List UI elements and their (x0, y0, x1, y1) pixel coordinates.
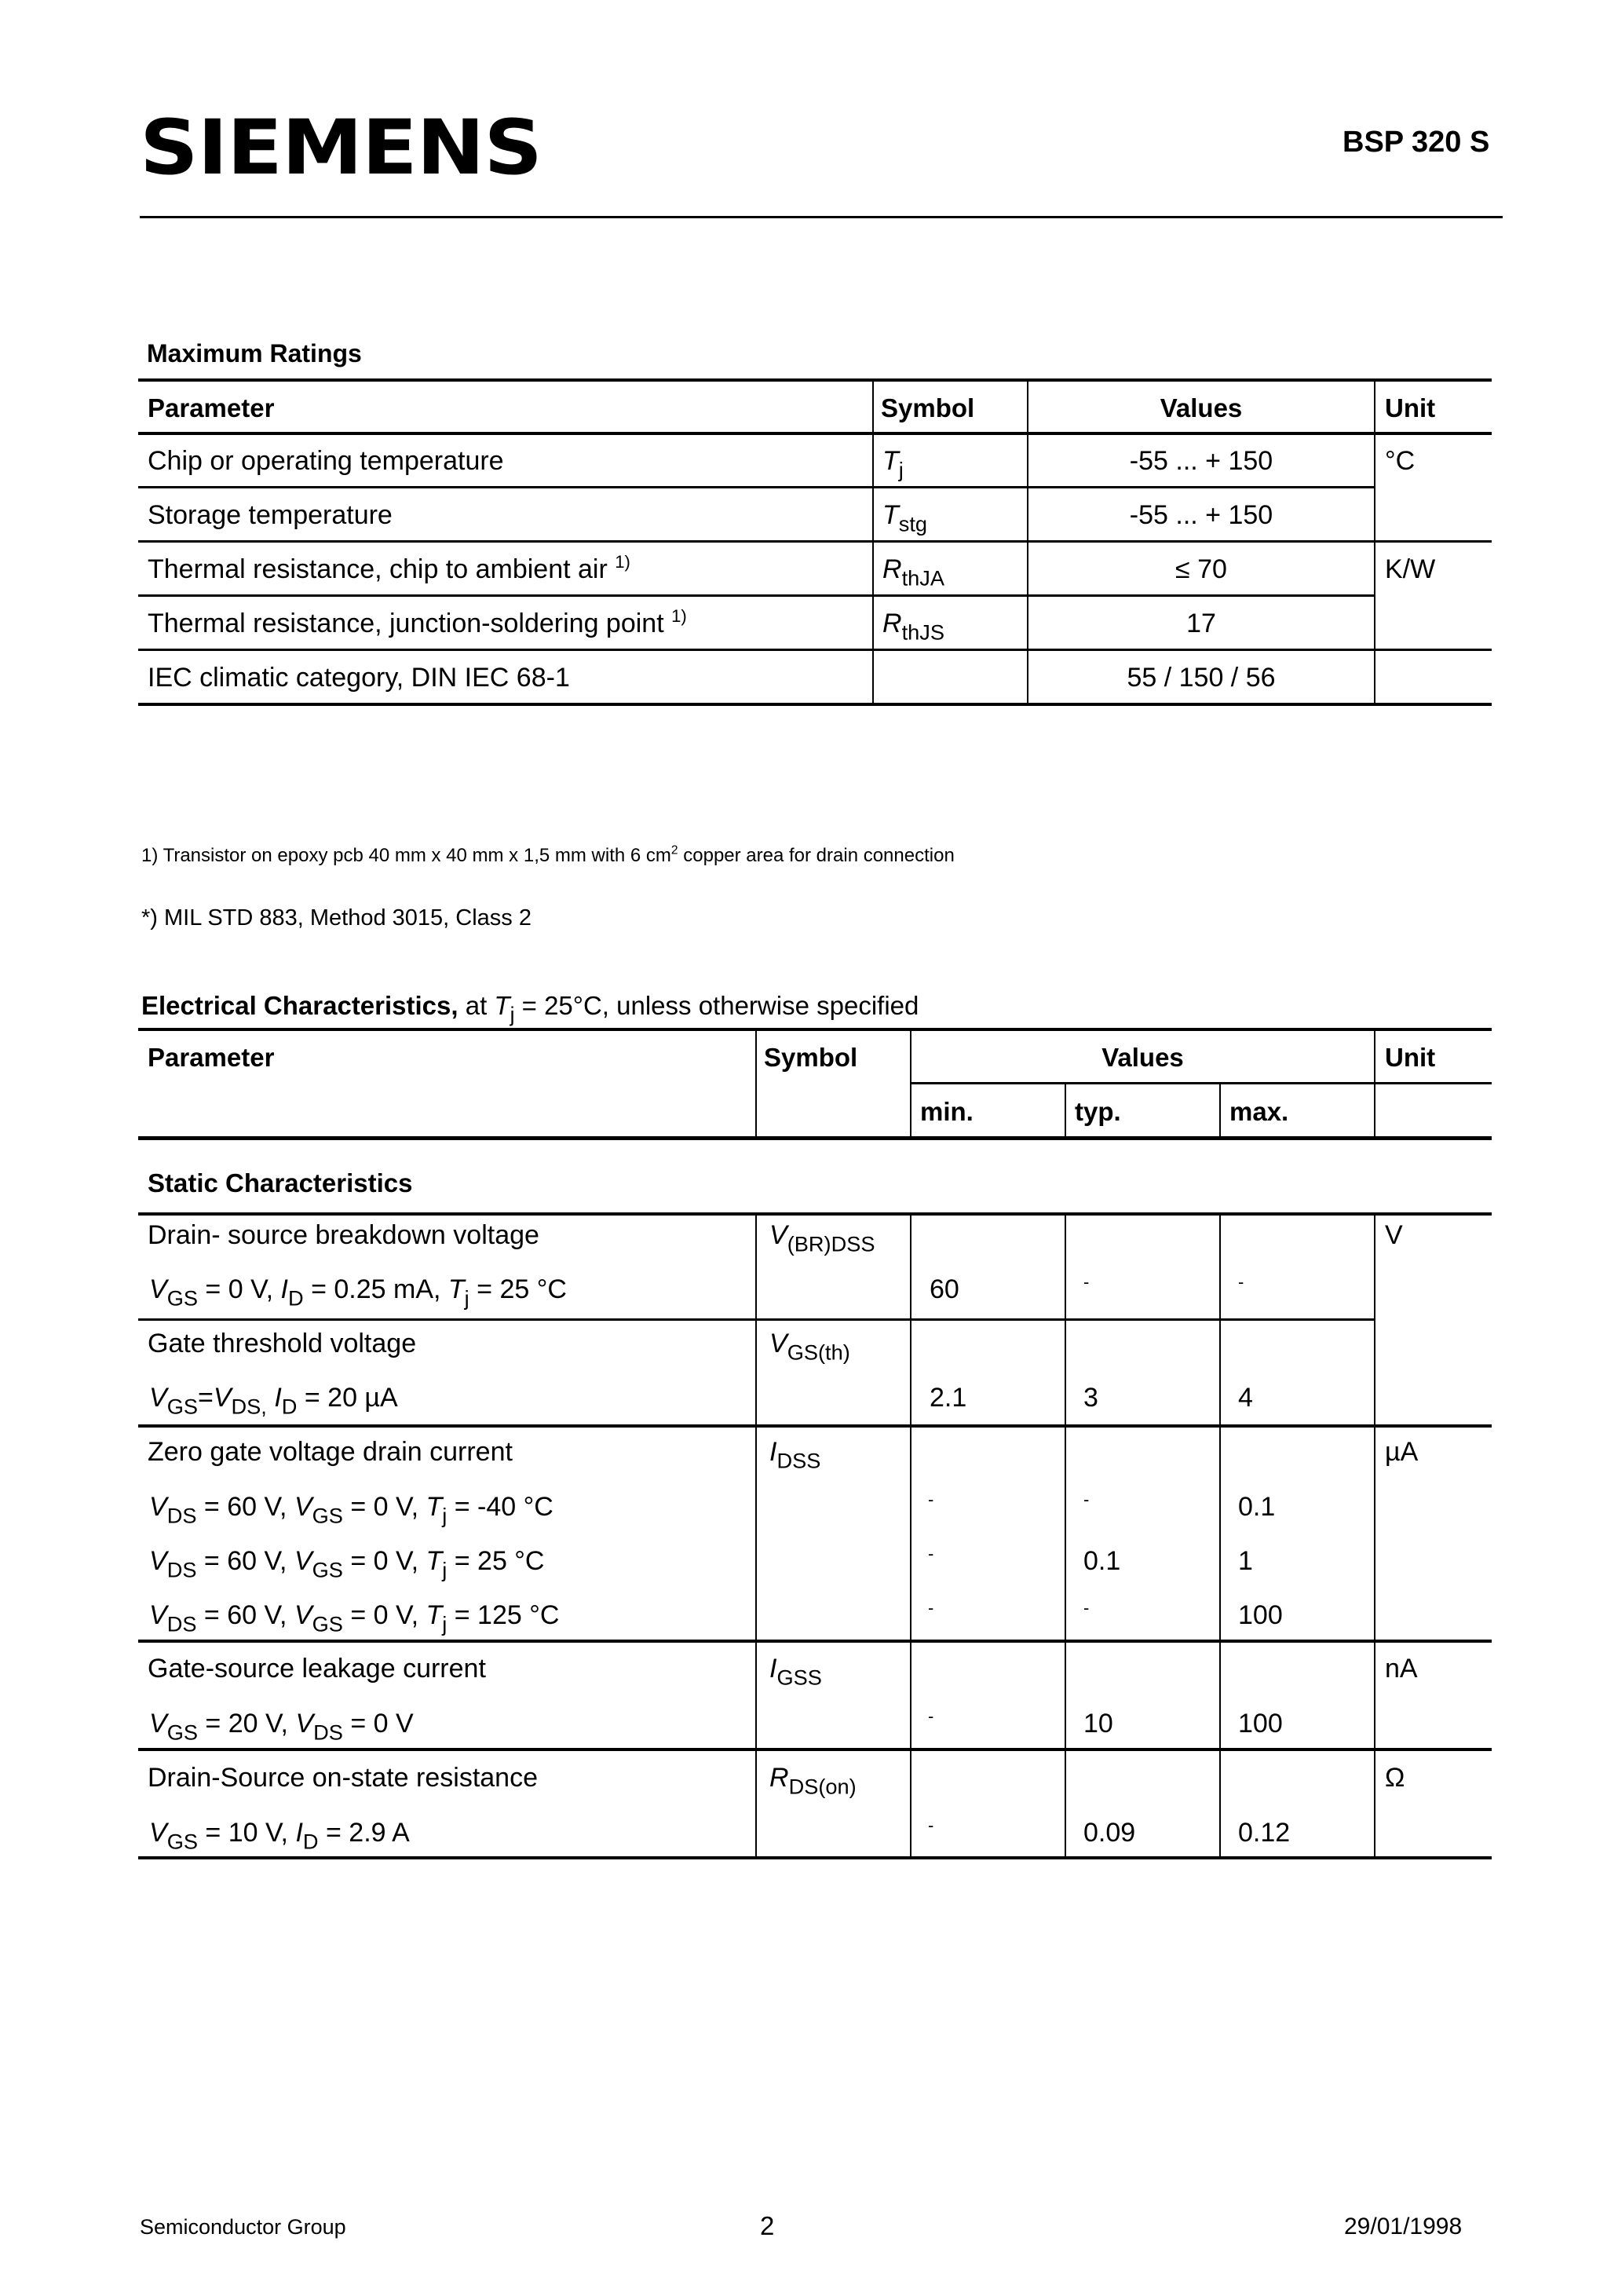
table-row-parameter: Chip or operating temperature (148, 446, 504, 476)
electrical-title: Electrical Characteristics, at $T_j = 25^\circ C$, unless otherwise specified (141, 991, 919, 1027)
value-max: - (1238, 1272, 1244, 1292)
col-divider (1065, 1084, 1066, 1138)
condition: $V_{GS} = 0$ V, $I_D = 0.25$ mA, $T_j = 25$ °C (149, 1274, 567, 1311)
param-on-state-resistance: Drain-Source on-state resistance (148, 1763, 539, 1793)
unit-v: V (1385, 1220, 1403, 1250)
value-min: - (928, 1490, 934, 1509)
col-divider (755, 1214, 757, 1858)
table-rule (138, 432, 1492, 435)
col-divider (1374, 1214, 1375, 1858)
value-max: 0.12 (1238, 1818, 1291, 1848)
symbol-igss: $I_{GSS}$ (769, 1654, 822, 1690)
table-row-value: 17 (1186, 609, 1216, 638)
col-divider (1065, 1214, 1066, 1858)
header-rule (140, 216, 1503, 218)
table-row-value: -55 ... + 150 (1129, 446, 1273, 476)
col-divider (1027, 380, 1028, 704)
col-header-parameter: Parameter (148, 393, 275, 422)
col-header-symbol: Symbol (764, 1043, 858, 1072)
table-row-unit: K/W (1385, 554, 1436, 584)
col-header-unit: Unit (1385, 1043, 1436, 1072)
condition: $V_{DS} = 60$ V, $V_{GS} = 0$ V, $T_j = 125$ °C (149, 1600, 560, 1636)
value-typ: - (1083, 1490, 1090, 1509)
table-rule (138, 1640, 1492, 1643)
table-rule (138, 486, 1375, 488)
value-max: 1 (1238, 1546, 1253, 1576)
unit-microamp: µA (1385, 1437, 1419, 1467)
symbol-rdson: $R_{DS(on)}$ (769, 1763, 857, 1799)
value-typ: - (1083, 1272, 1090, 1292)
table-row-parameter: IEC climatic category, DIN IEC 68-1 (148, 663, 570, 693)
table-row-symbol: $T_j$ (882, 446, 904, 482)
col-divider (910, 1214, 911, 1858)
table-rule (138, 1212, 1492, 1216)
col-divider (1374, 1029, 1375, 1138)
value-typ: 10 (1083, 1709, 1113, 1738)
table-rule (138, 1856, 1492, 1859)
col-divider (1219, 1084, 1221, 1138)
footer-date: 29/01/1998 (1344, 2214, 1463, 2239)
col-header-values: Values (1160, 393, 1243, 422)
symbol-vgsth: $V_{GS(th)}$ (769, 1329, 850, 1365)
value-min: 2.1 (930, 1383, 967, 1413)
col-divider (1374, 380, 1375, 704)
unit-nanoamp: nA (1385, 1654, 1418, 1684)
condition: $V_{GS} = 20$ V, $V_{DS} = 0$ V (149, 1709, 414, 1745)
table-rule (138, 378, 1492, 382)
table-rule (138, 703, 1492, 706)
value-max: 4 (1238, 1383, 1253, 1413)
col-header-unit: Unit (1385, 393, 1436, 422)
footnote-ref: 1) (615, 551, 630, 572)
footnote-ref: 1) (671, 605, 687, 626)
max-ratings-title: Maximum Ratings (147, 339, 362, 367)
table-rule (138, 540, 1492, 543)
col-header-symbol: Symbol (881, 393, 975, 422)
table-rule (138, 1424, 1492, 1428)
table-row-value: 55 / 150 / 56 (1127, 663, 1276, 693)
table-rule (138, 1136, 1492, 1140)
footnote-1: 1) Transistor on epoxy pcb 40 mm x 40 mm x 1,5 mm with 6 $cm^2$ copper area for drain connection (141, 843, 955, 866)
table-rule (138, 1028, 1492, 1031)
symbol-idss: $I_{DSS}$ (769, 1437, 821, 1473)
col-header-max: max. (1229, 1097, 1289, 1126)
condition: $V_{DS} = 60$ V, $V_{GS} = 0$ V, $T_j = -40$ °C (149, 1492, 553, 1528)
table-row-symbol: $R_{thJS}$ (882, 609, 944, 645)
value-min: - (928, 1815, 934, 1835)
value-min: 60 (930, 1274, 959, 1304)
table-rule (138, 1318, 1375, 1321)
param-gate-source-leakage: Gate-source leakage current (148, 1654, 486, 1684)
page-number: 2 (760, 2211, 775, 2240)
condition: $V_{GS} = 10$ V, $I_D = 2.9$ A (149, 1818, 410, 1854)
value-max: 100 (1238, 1600, 1283, 1630)
table-rule (138, 594, 1375, 597)
table-row-parameter: Storage temperature (148, 500, 393, 530)
value-max: 100 (1238, 1709, 1283, 1738)
unit-ohm: Ω (1385, 1763, 1405, 1793)
symbol-vbrdss: $V_{(BR)DSS}$ (769, 1220, 875, 1256)
col-header-typ: typ. (1075, 1097, 1121, 1126)
table-rule (138, 1748, 1492, 1751)
col-header-values: Values (1101, 1043, 1184, 1072)
section-static-characteristics: Static Characteristics (148, 1168, 413, 1197)
param-gate-threshold: Gate threshold voltage (148, 1329, 417, 1358)
siemens-logo: SIEMENS (140, 104, 542, 192)
value-typ: 0.09 (1083, 1818, 1136, 1848)
value-typ: - (1083, 1598, 1090, 1618)
value-min: - (928, 1544, 934, 1563)
table-row-parameter: Thermal resistance, junction-soldering point $^{1)}$ (148, 605, 687, 638)
col-divider (1219, 1214, 1221, 1858)
table-row-value: -55 ... + 150 (1129, 500, 1273, 530)
table-row-unit: °C (1385, 446, 1416, 476)
table-row-symbol: $T_{stg}$ (882, 500, 928, 536)
col-header-parameter: Parameter (148, 1043, 275, 1072)
value-typ: 0.1 (1083, 1546, 1121, 1576)
col-header-min: min. (920, 1097, 974, 1126)
value-min: - (928, 1706, 934, 1726)
footer-company: Semiconductor Group (140, 2215, 346, 2239)
part-number: BSP 320 S (1343, 126, 1490, 159)
table-row-symbol: $R_{thJA}$ (882, 554, 944, 590)
table-rule (138, 649, 1492, 651)
value-max: 0.1 (1238, 1492, 1276, 1522)
value-typ: 3 (1083, 1383, 1098, 1413)
footnote-2: *) MIL STD 883, Method 3015, Class 2 (141, 905, 532, 930)
col-divider (755, 1029, 757, 1138)
param-drain-source-breakdown: Drain- source breakdown voltage (148, 1220, 539, 1250)
condition: $V_{DS} = 60$ V, $V_{GS} = 0$ V, $T_j = 25$ °C (149, 1546, 545, 1582)
value-min: - (928, 1598, 934, 1618)
table-row-value: ≤ 70 (1175, 554, 1227, 584)
condition: $V_{GS}=V_{DS,}$ $I_D = 20$ µA (149, 1383, 398, 1419)
table-rule (911, 1082, 1492, 1084)
param-zero-gate-drain-current: Zero gate voltage drain current (148, 1437, 513, 1467)
col-divider (872, 380, 874, 704)
table-row-parameter: Thermal resistance, chip to ambient air $^{1)}$ (148, 551, 630, 584)
